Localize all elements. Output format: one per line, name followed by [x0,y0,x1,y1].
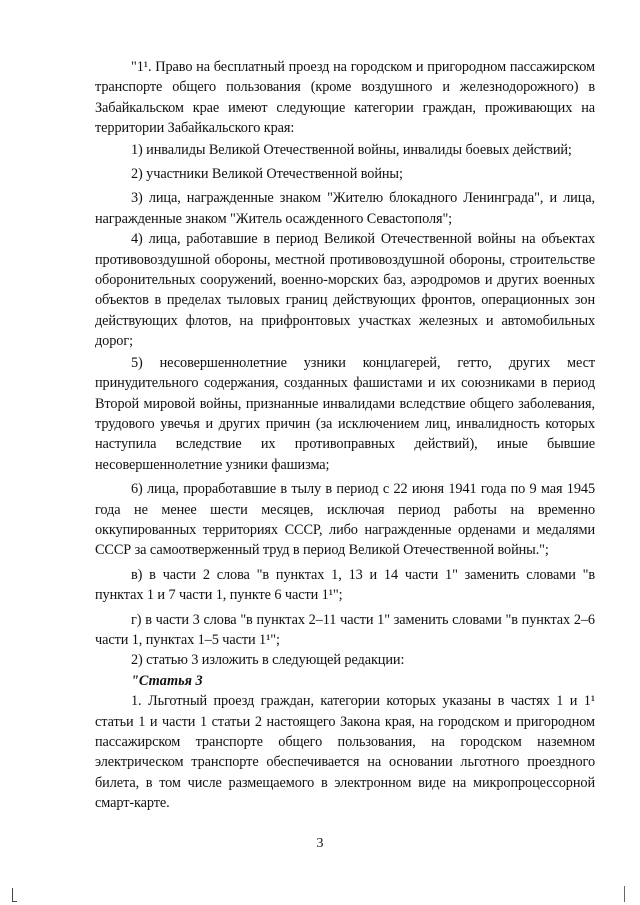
scan-artifact-left [12,888,13,902]
paragraph-item-3: 3) лица, награжденные знаком "Жителю блокадного Ленинграда", и лица, награжденные знаком "Житель осажденного Севастополя"; [95,190,595,227]
document-body [95,57,595,814]
article-heading: "Статья 3 [131,672,203,689]
scan-artifact-left-foot [12,901,17,902]
paragraph-item-5: 5) несовершеннолетние узники концлагерей, гетто, других мест принудительного содержания, созданных фашистами и их союзниками в период Второй мировой войны, признанные инвалидами вследствие общего заболевания, трудового увечья и других причин (за исключением лиц, инвалидность которых наступила вследствие их противоправных действий), иные бывшие несовершеннолетние узники фашизма; [95,354,595,473]
paragraph-item-1: 1) инвалиды Великой Отечественной войны, инвалиды боевых действий; [131,141,572,158]
page-number: 3 [316,836,324,851]
paragraph-item-6: 6) лица, проработавшие в тылу в период с 22 июня 1941 года по 9 мая 1945 года не менее шести месяцев, исключая период работы на временно оккупированных территориях СССР, либо награжденные орденами и медалями СССР за самоотверженный труд в период Великой Отечественной войны."; [95,481,595,559]
scan-artifact-right [624,886,625,902]
paragraph-article-1-1: "1¹. Право на бесплатный проезд на городском и пригородном пассажирском транспорте общего пользования (кроме воздушного и железнодорожного) в Забайкальском крае имеют следующие категории граждан, проживающих на территории Забайкальского края: [95,59,595,137]
paragraph-item-4: 4) лица, работавшие в период Великой Отечественной войны на объектах противовоздушной обороны, местной противовоздушной обороны, строительстве оборонительных сооружений, военно-морских баз, аэродромов и других военных объектов в пределах тыловых границ действующих фронтов, операционных зон действующих флотов, на прифронтовых участках железных и автомобильных дорог; [95,231,595,350]
paragraph-item-2: 2) участники Великой Отечественной войны; [131,166,403,183]
paragraph-amendment-v: в) в части 2 слова "в пунктах 1, 13 и 14 части 1" заменить словами "в пунктах 1 и 7 части 1, пункте 6 части 1¹"; [95,566,595,604]
paragraph-article-3-intro: 2) статью 3 изложить в следующей редакции: [131,652,405,669]
paragraph-article-3-1: 1. Льготный проезд граждан, категории которых указаны в частях 1 и 1¹ статьи 1 и части 1 статьи 2 настоящего Закона края, на городском и пригородном пассажирском транспорте общего пользования, на городском наземном электрическом транспорте обеспечивается на основании льготного проездного билета, в том числе размещаемого в электронном виде на микропроцессорной смарт-карте. [95,693,595,812]
paragraph-amendment-g: г) в части 3 слова "в пунктах 2–11 части 1" заменить словами "в пунктах 2–6 части 1, пунктах 1–5 части 1¹"; [95,611,595,648]
